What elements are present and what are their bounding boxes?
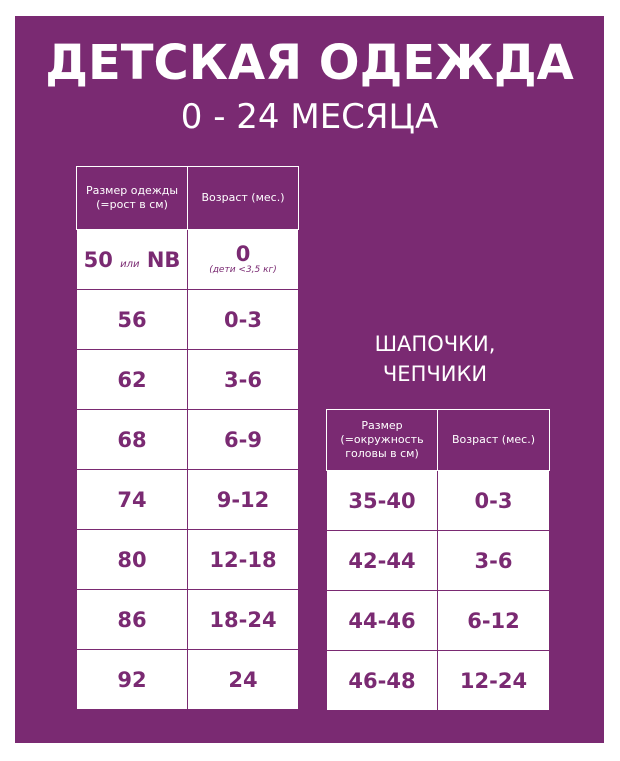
- table-row: [327, 651, 550, 711]
- size-cell: 74: [77, 470, 188, 530]
- size-cell: 42-44: [327, 531, 438, 591]
- table-row: [327, 471, 550, 531]
- age-cell: 3-6: [438, 531, 550, 591]
- size-cell: 92: [77, 650, 188, 710]
- age-cell: 0-3: [188, 290, 299, 350]
- age-cell: 12-18: [188, 530, 299, 590]
- table-row: [77, 530, 299, 590]
- age-cell: 0-3: [438, 471, 550, 531]
- hats-title-line2: ЧЕПЧИКИ: [382, 362, 488, 386]
- age-cell: 12-24: [438, 651, 550, 711]
- clothes-age-header: Возраст (мес.): [188, 167, 299, 230]
- table-row: [77, 590, 299, 650]
- hats-title-line1: ШАПОЧКИ,: [374, 332, 496, 356]
- hats-header-row: [327, 410, 550, 471]
- age-cell: 9-12: [188, 470, 299, 530]
- hats-section-title: [335, 329, 535, 389]
- age-value: 0: [235, 242, 251, 266]
- clothes-header-row: [77, 167, 299, 230]
- age-cell: 6-12: [438, 591, 550, 651]
- table-row: [77, 290, 299, 350]
- clothes-size-header: Размер одежды (=рост в см): [77, 167, 188, 230]
- size-cell: 68: [77, 410, 188, 470]
- table-row: [327, 591, 550, 651]
- size-value-alt: NB: [146, 247, 181, 272]
- size-cell: 46-48: [327, 651, 438, 711]
- table-row: [77, 410, 299, 470]
- table-row: [77, 230, 299, 290]
- hats-age-header: Возраст (мес.): [438, 410, 550, 471]
- age-cell: 3-6: [188, 350, 299, 410]
- size-cell: 44-46: [327, 591, 438, 651]
- table-row: [77, 470, 299, 530]
- age-cell: 24: [188, 650, 299, 710]
- size-cell: 86: [77, 590, 188, 650]
- size-value: 50: [83, 247, 113, 272]
- size-cell: [77, 230, 188, 290]
- size-cell: 56: [77, 290, 188, 350]
- page-title: ДЕТСКАЯ ОДЕЖДА: [45, 35, 574, 91]
- size-cell: 62: [77, 350, 188, 410]
- table-row: [327, 531, 550, 591]
- clothes-size-table: [76, 166, 299, 710]
- age-note: (дети <3,5 кг): [209, 265, 277, 275]
- table-row: [77, 650, 299, 710]
- age-cell: [188, 230, 299, 290]
- age-cell: 6-9: [188, 410, 299, 470]
- size-chart-poster: [15, 16, 604, 743]
- size-or-text: или: [120, 258, 140, 270]
- hats-size-table: [326, 409, 550, 711]
- age-cell: 18-24: [188, 590, 299, 650]
- table-row: [77, 350, 299, 410]
- size-cell: 80: [77, 530, 188, 590]
- hats-size-header: Размер (=окружность головы в см): [327, 410, 438, 471]
- size-cell: 35-40: [327, 471, 438, 531]
- page-subtitle: 0 - 24 МЕСЯЦА: [180, 97, 439, 137]
